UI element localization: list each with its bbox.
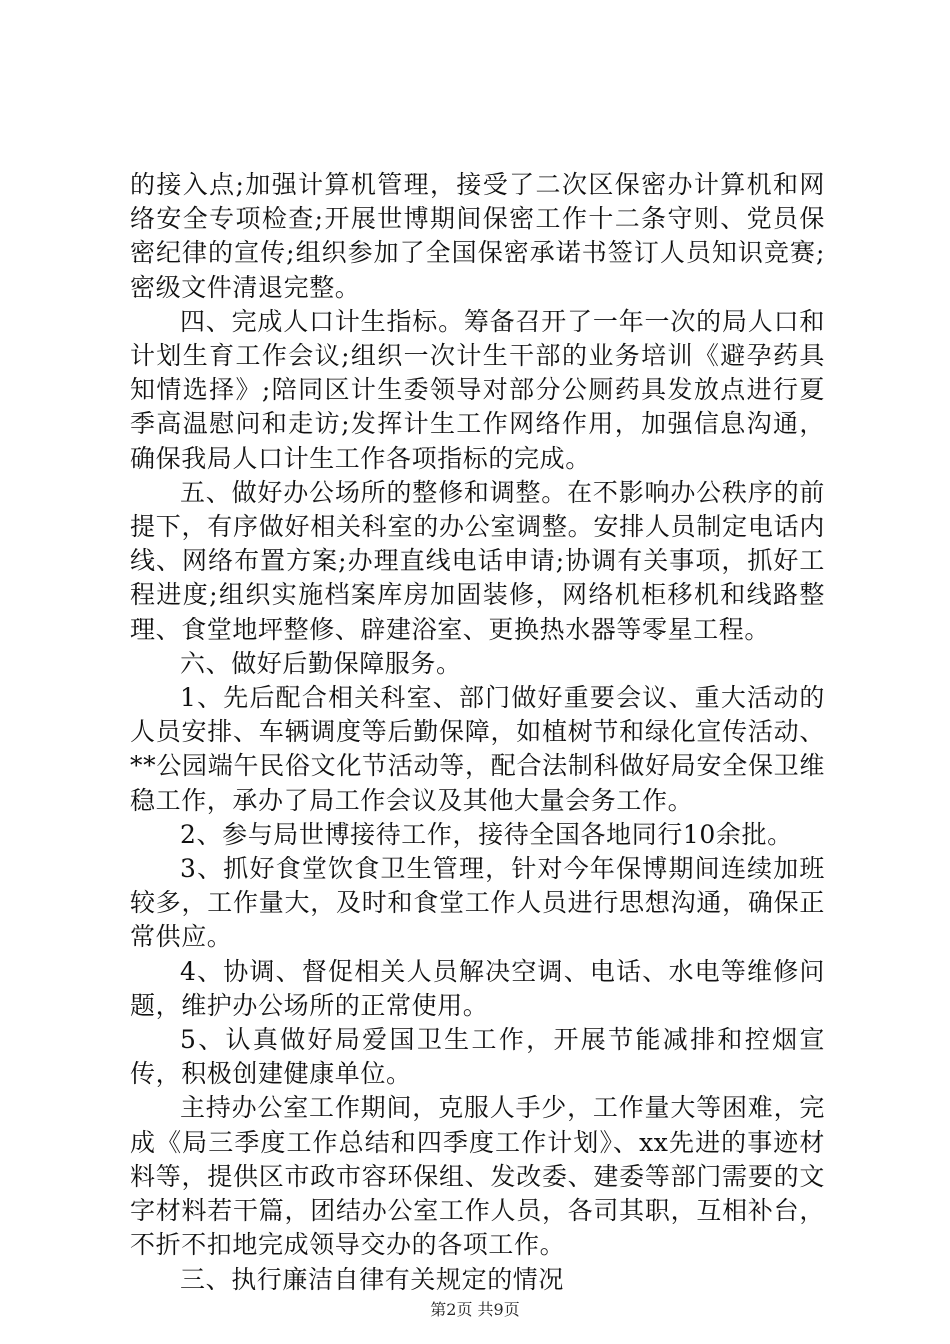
- paragraph-item-3: 3、抓好食堂饮食卫生管理，针对今年保博期间连续加班较多，工作量大，及时和食堂工作人员进行思想沟通，确保正常供应。: [130, 854, 825, 952]
- paragraph-office-summary: 主持办公室工作期间，克服人手少，工作量大等困难，完成《局三季度工作总结和四季度工作计划》、xx先进的事迹材料等，提供区市政市容环保组、发改委、建委等部门需要的文字材料若干篇，团结办公室工作人员，各司其职，互相补台，不折不扣地完成领导交办的各项工作。: [130, 1093, 825, 1260]
- paragraph-item-2: 2、参与局世博接待工作，接待全国各地同行10余批。: [180, 819, 793, 849]
- paragraph-section-three-heading: 三、执行廉洁自律有关规定的情况: [180, 1264, 565, 1294]
- document-body: [130, 168, 825, 1297]
- paragraph-item-5: 5、认真做好局爱国卫生工作，开展节能减排和控烟宣传，积极创建健康单位。: [130, 1025, 825, 1089]
- paragraph-item-4: 4、协调、督促相关人员解决空调、电话、水电等维修问题，维护办公场所的正常使用。: [130, 956, 825, 1020]
- paragraph-section-four: 四、完成人口计生指标。筹备召开了一年一次的局人口和计划生育工作会议;组织一次计生干部的业务培训《避孕药具知情选择》;陪同区计生委领导对部分公厕药具发放点进行夏季高温慰问和走访;发挥计生工作网络作用，加强信息沟通，确保我局人口计生工作各项指标的完成。: [130, 306, 825, 473]
- paragraph-continuation: 的接入点;加强计算机管理，接受了二次区保密办计算机和网络安全专项检查;开展世博期间保密工作十二条守则、党员保密纪律的宣传;组织参加了全国保密承诺书签订人员知识竞赛;密级文件清退完整。: [130, 170, 825, 302]
- paragraph-section-five: 五、做好办公场所的整修和调整。在不影响办公秩序的前提下，有序做好相关科室的办公室调整。安排人员制定电话内线、网络布置方案;办理直线电话申请;协调有关事项，抓好工程进度;组织实施档案库房加固装修，网络机柜移机和线路整理、食堂地坪整修、辟建浴室、更换热水器等零星工程。: [130, 477, 825, 644]
- paragraph-section-six-heading: 六、做好后勤保障服务。: [180, 648, 462, 678]
- page-number-footer: 第2页 共9页: [430, 1300, 520, 1319]
- paragraph-item-1: 1、先后配合相关科室、部门做好重要会议、重大活动的人员安排、车辆调度等后勤保障，如植树节和绿化宣传活动、**公园端午民俗文化节活动等，配合法制科做好局安全保卫维稳工作，承办了局工作会议及其他大量会务工作。: [130, 683, 825, 815]
